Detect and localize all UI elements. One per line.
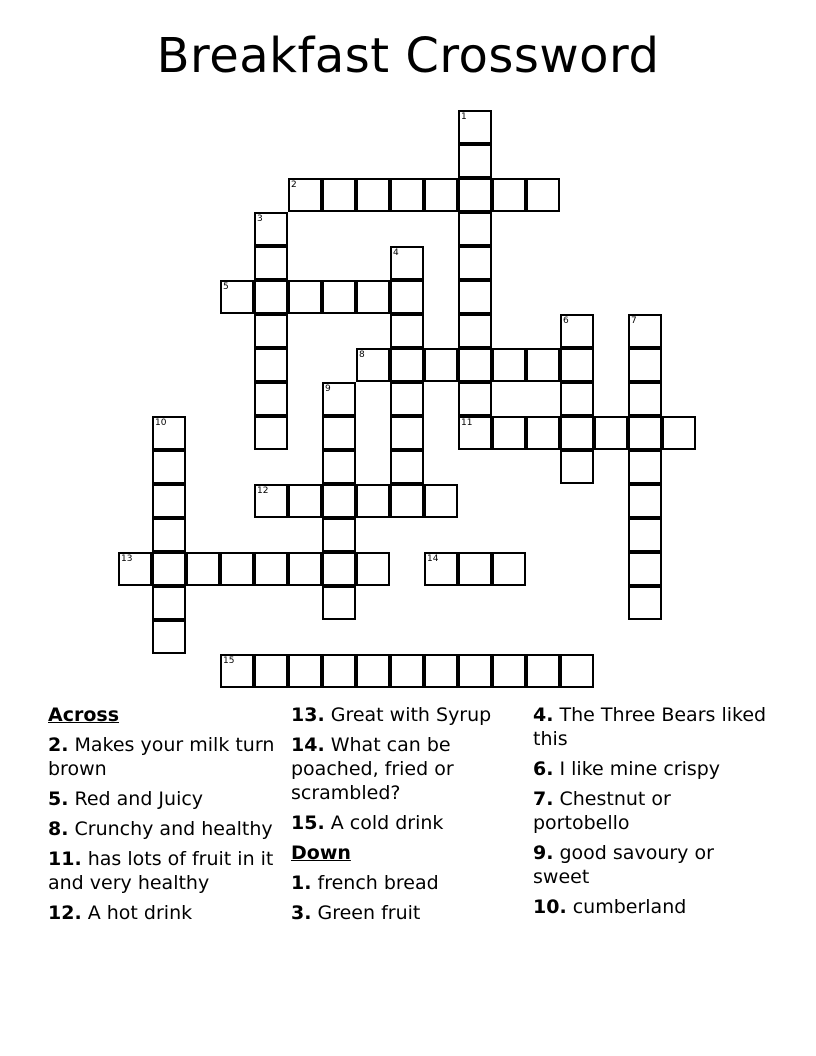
grid-cell[interactable] (254, 654, 288, 688)
grid-cell[interactable] (356, 654, 390, 688)
clue-across-2 (48, 733, 288, 781)
grid-cell[interactable] (390, 382, 424, 416)
grid-cell[interactable] (288, 654, 322, 688)
clue-text: Green fruit (317, 902, 421, 924)
grid-cell[interactable] (526, 348, 560, 382)
grid-cell[interactable] (254, 246, 288, 280)
clue-across-14 (291, 733, 531, 805)
grid-cell[interactable] (288, 280, 322, 314)
grid-cell[interactable] (390, 314, 424, 348)
grid-cell[interactable] (458, 144, 492, 178)
grid-cell[interactable] (458, 212, 492, 246)
grid-cell[interactable] (458, 246, 492, 280)
clue-text: A cold drink (330, 812, 444, 834)
grid-cell[interactable] (424, 654, 458, 688)
cell-number: 11 (461, 418, 473, 428)
grid-cell[interactable] (458, 552, 492, 586)
grid-cell[interactable] (356, 178, 390, 212)
grid-cell[interactable] (220, 280, 254, 314)
clue-text: french bread (317, 872, 439, 894)
grid-cell[interactable] (390, 416, 424, 450)
grid-cell[interactable] (628, 552, 662, 586)
grid-cell[interactable] (560, 382, 594, 416)
cell-number: 3 (257, 214, 263, 224)
grid-cell[interactable] (322, 382, 356, 416)
cell-number: 5 (223, 282, 229, 292)
grid-cell[interactable] (322, 518, 356, 552)
cell-number: 15 (223, 656, 235, 666)
cell-number: 10 (155, 418, 167, 428)
grid-cell[interactable] (526, 416, 560, 450)
grid-cell[interactable] (628, 314, 662, 348)
cell-number: 8 (359, 350, 365, 360)
grid-cell[interactable] (560, 450, 594, 484)
grid-cell[interactable] (492, 348, 526, 382)
grid-cell[interactable] (628, 586, 662, 620)
clue-number: 15. (291, 812, 325, 834)
grid-cell[interactable] (220, 654, 254, 688)
cell-number: 14 (427, 554, 439, 564)
clue-across-12 (48, 901, 288, 925)
grid-cell[interactable] (390, 654, 424, 688)
clue-number: 12. (48, 902, 82, 924)
clue-down-1 (291, 871, 531, 895)
clue-number: 7. (533, 788, 554, 810)
grid-cell[interactable] (356, 484, 390, 518)
clue-number: 14. (291, 734, 325, 756)
clue-across-13 (291, 703, 531, 727)
grid-cell[interactable] (254, 280, 288, 314)
grid-cell[interactable] (390, 280, 424, 314)
grid-cell[interactable] (322, 586, 356, 620)
grid-cell[interactable] (526, 178, 560, 212)
grid-cell[interactable] (254, 212, 288, 246)
grid-cell[interactable] (288, 552, 322, 586)
grid-cell[interactable] (254, 382, 288, 416)
grid-cell[interactable] (458, 654, 492, 688)
clue-down-6 (533, 757, 773, 781)
grid-cell[interactable] (458, 382, 492, 416)
grid-cell[interactable] (152, 518, 186, 552)
clue-text: good savoury or sweet (533, 842, 714, 888)
down-heading: Down (291, 842, 351, 864)
grid-cell[interactable] (458, 110, 492, 144)
clue-text: A hot drink (87, 902, 193, 924)
clue-text: Red and Juicy (74, 788, 204, 810)
grid-cell[interactable] (390, 348, 424, 382)
grid-cell[interactable] (152, 484, 186, 518)
grid-cell[interactable] (152, 620, 186, 654)
grid-cell[interactable] (254, 314, 288, 348)
grid-cell[interactable] (560, 654, 594, 688)
grid-cell[interactable] (628, 518, 662, 552)
cell-number: 9 (325, 384, 331, 394)
clue-text: Makes your milk turn brown (48, 734, 275, 780)
clue-text: has lots of fruit in it and very healthy (48, 848, 274, 894)
grid-cell[interactable] (254, 552, 288, 586)
clue-down-7 (533, 787, 773, 835)
grid-cell[interactable] (526, 654, 560, 688)
grid-cell[interactable] (458, 314, 492, 348)
cell-number: 12 (257, 486, 269, 496)
grid-cell[interactable] (492, 416, 526, 450)
clue-down-4 (533, 703, 773, 751)
grid-cell[interactable] (254, 416, 288, 450)
clue-down-10 (533, 895, 773, 919)
grid-cell[interactable] (424, 348, 458, 382)
clue-number: 9. (533, 842, 554, 864)
grid-cell[interactable] (288, 178, 322, 212)
grid-cell[interactable] (560, 314, 594, 348)
cell-number: 1 (461, 112, 467, 122)
grid-cell[interactable] (322, 416, 356, 450)
clue-across-15 (291, 811, 531, 835)
grid-cell[interactable] (118, 552, 152, 586)
grid-cell[interactable] (152, 416, 186, 450)
clue-text: cumberland (572, 896, 687, 918)
grid-cell[interactable] (560, 416, 594, 450)
grid-cell[interactable] (424, 552, 458, 586)
grid-cell[interactable] (356, 552, 390, 586)
grid-cell[interactable] (628, 484, 662, 518)
grid-cell[interactable] (322, 552, 356, 586)
page-title: Breakfast Crossword (156, 28, 660, 84)
grid-cell[interactable] (152, 552, 186, 586)
clue-number: 8. (48, 818, 69, 840)
across-heading: Across (48, 704, 120, 726)
clue-across-5 (48, 787, 288, 811)
clue-number: 11. (48, 848, 82, 870)
grid-cell[interactable] (322, 280, 356, 314)
grid-cell[interactable] (458, 280, 492, 314)
grid-cell[interactable] (322, 450, 356, 484)
grid-cell[interactable] (628, 348, 662, 382)
clue-number: 13. (291, 704, 325, 726)
clue-text: I like mine crispy (559, 758, 721, 780)
clue-number: 10. (533, 896, 567, 918)
clue-down-3 (291, 901, 531, 925)
grid-cell[interactable] (152, 450, 186, 484)
grid-cell[interactable] (560, 348, 594, 382)
cell-number: 6 (563, 316, 569, 326)
grid-cell[interactable] (628, 382, 662, 416)
grid-cell[interactable] (628, 450, 662, 484)
grid-cell[interactable] (492, 654, 526, 688)
cell-number: 13 (121, 554, 133, 564)
grid-cell[interactable] (424, 178, 458, 212)
cell-number: 4 (393, 248, 399, 258)
grid-cell[interactable] (152, 586, 186, 620)
grid-cell[interactable] (356, 348, 390, 382)
clue-column-3 (533, 703, 773, 925)
clue-column-2 (291, 703, 531, 931)
clue-number: 2. (48, 734, 69, 756)
grid-cell[interactable] (220, 552, 254, 586)
clue-number: 5. (48, 788, 69, 810)
grid-cell[interactable] (356, 280, 390, 314)
grid-cell[interactable] (458, 348, 492, 382)
grid-cell[interactable] (424, 484, 458, 518)
clue-number: 1. (291, 872, 312, 894)
grid-cell[interactable] (322, 484, 356, 518)
clue-down-9 (533, 841, 773, 889)
clue-text: Crunchy and healthy (74, 818, 273, 840)
grid-cell[interactable] (594, 416, 628, 450)
grid-cell[interactable] (492, 552, 526, 586)
clue-text: Great with Syrup (330, 704, 492, 726)
cell-number: 2 (291, 180, 297, 190)
grid-cell[interactable] (254, 484, 288, 518)
clue-number: 4. (533, 704, 554, 726)
grid-cell[interactable] (186, 552, 220, 586)
grid-cell[interactable] (492, 178, 526, 212)
grid-cell[interactable] (322, 654, 356, 688)
grid-cell[interactable] (390, 246, 424, 280)
grid-cell[interactable] (390, 178, 424, 212)
grid-cell[interactable] (390, 484, 424, 518)
grid-cell[interactable] (662, 416, 696, 450)
grid-cell[interactable] (288, 484, 322, 518)
clue-across-11 (48, 847, 288, 895)
clue-number: 6. (533, 758, 554, 780)
grid-cell[interactable] (254, 348, 288, 382)
clue-across-8 (48, 817, 288, 841)
clue-text: The Three Bears liked this (533, 704, 767, 750)
grid-cell[interactable] (458, 178, 492, 212)
clue-text: What can be poached, fried or scrambled? (291, 734, 454, 804)
cell-number: 7 (631, 316, 637, 326)
clue-number: 3. (291, 902, 312, 924)
clue-column-1 (48, 703, 288, 931)
grid-cell[interactable] (322, 178, 356, 212)
grid-cell[interactable] (458, 416, 492, 450)
grid-cell[interactable] (390, 450, 424, 484)
grid-cell[interactable] (628, 416, 662, 450)
clue-text: Chestnut or portobello (533, 788, 671, 834)
